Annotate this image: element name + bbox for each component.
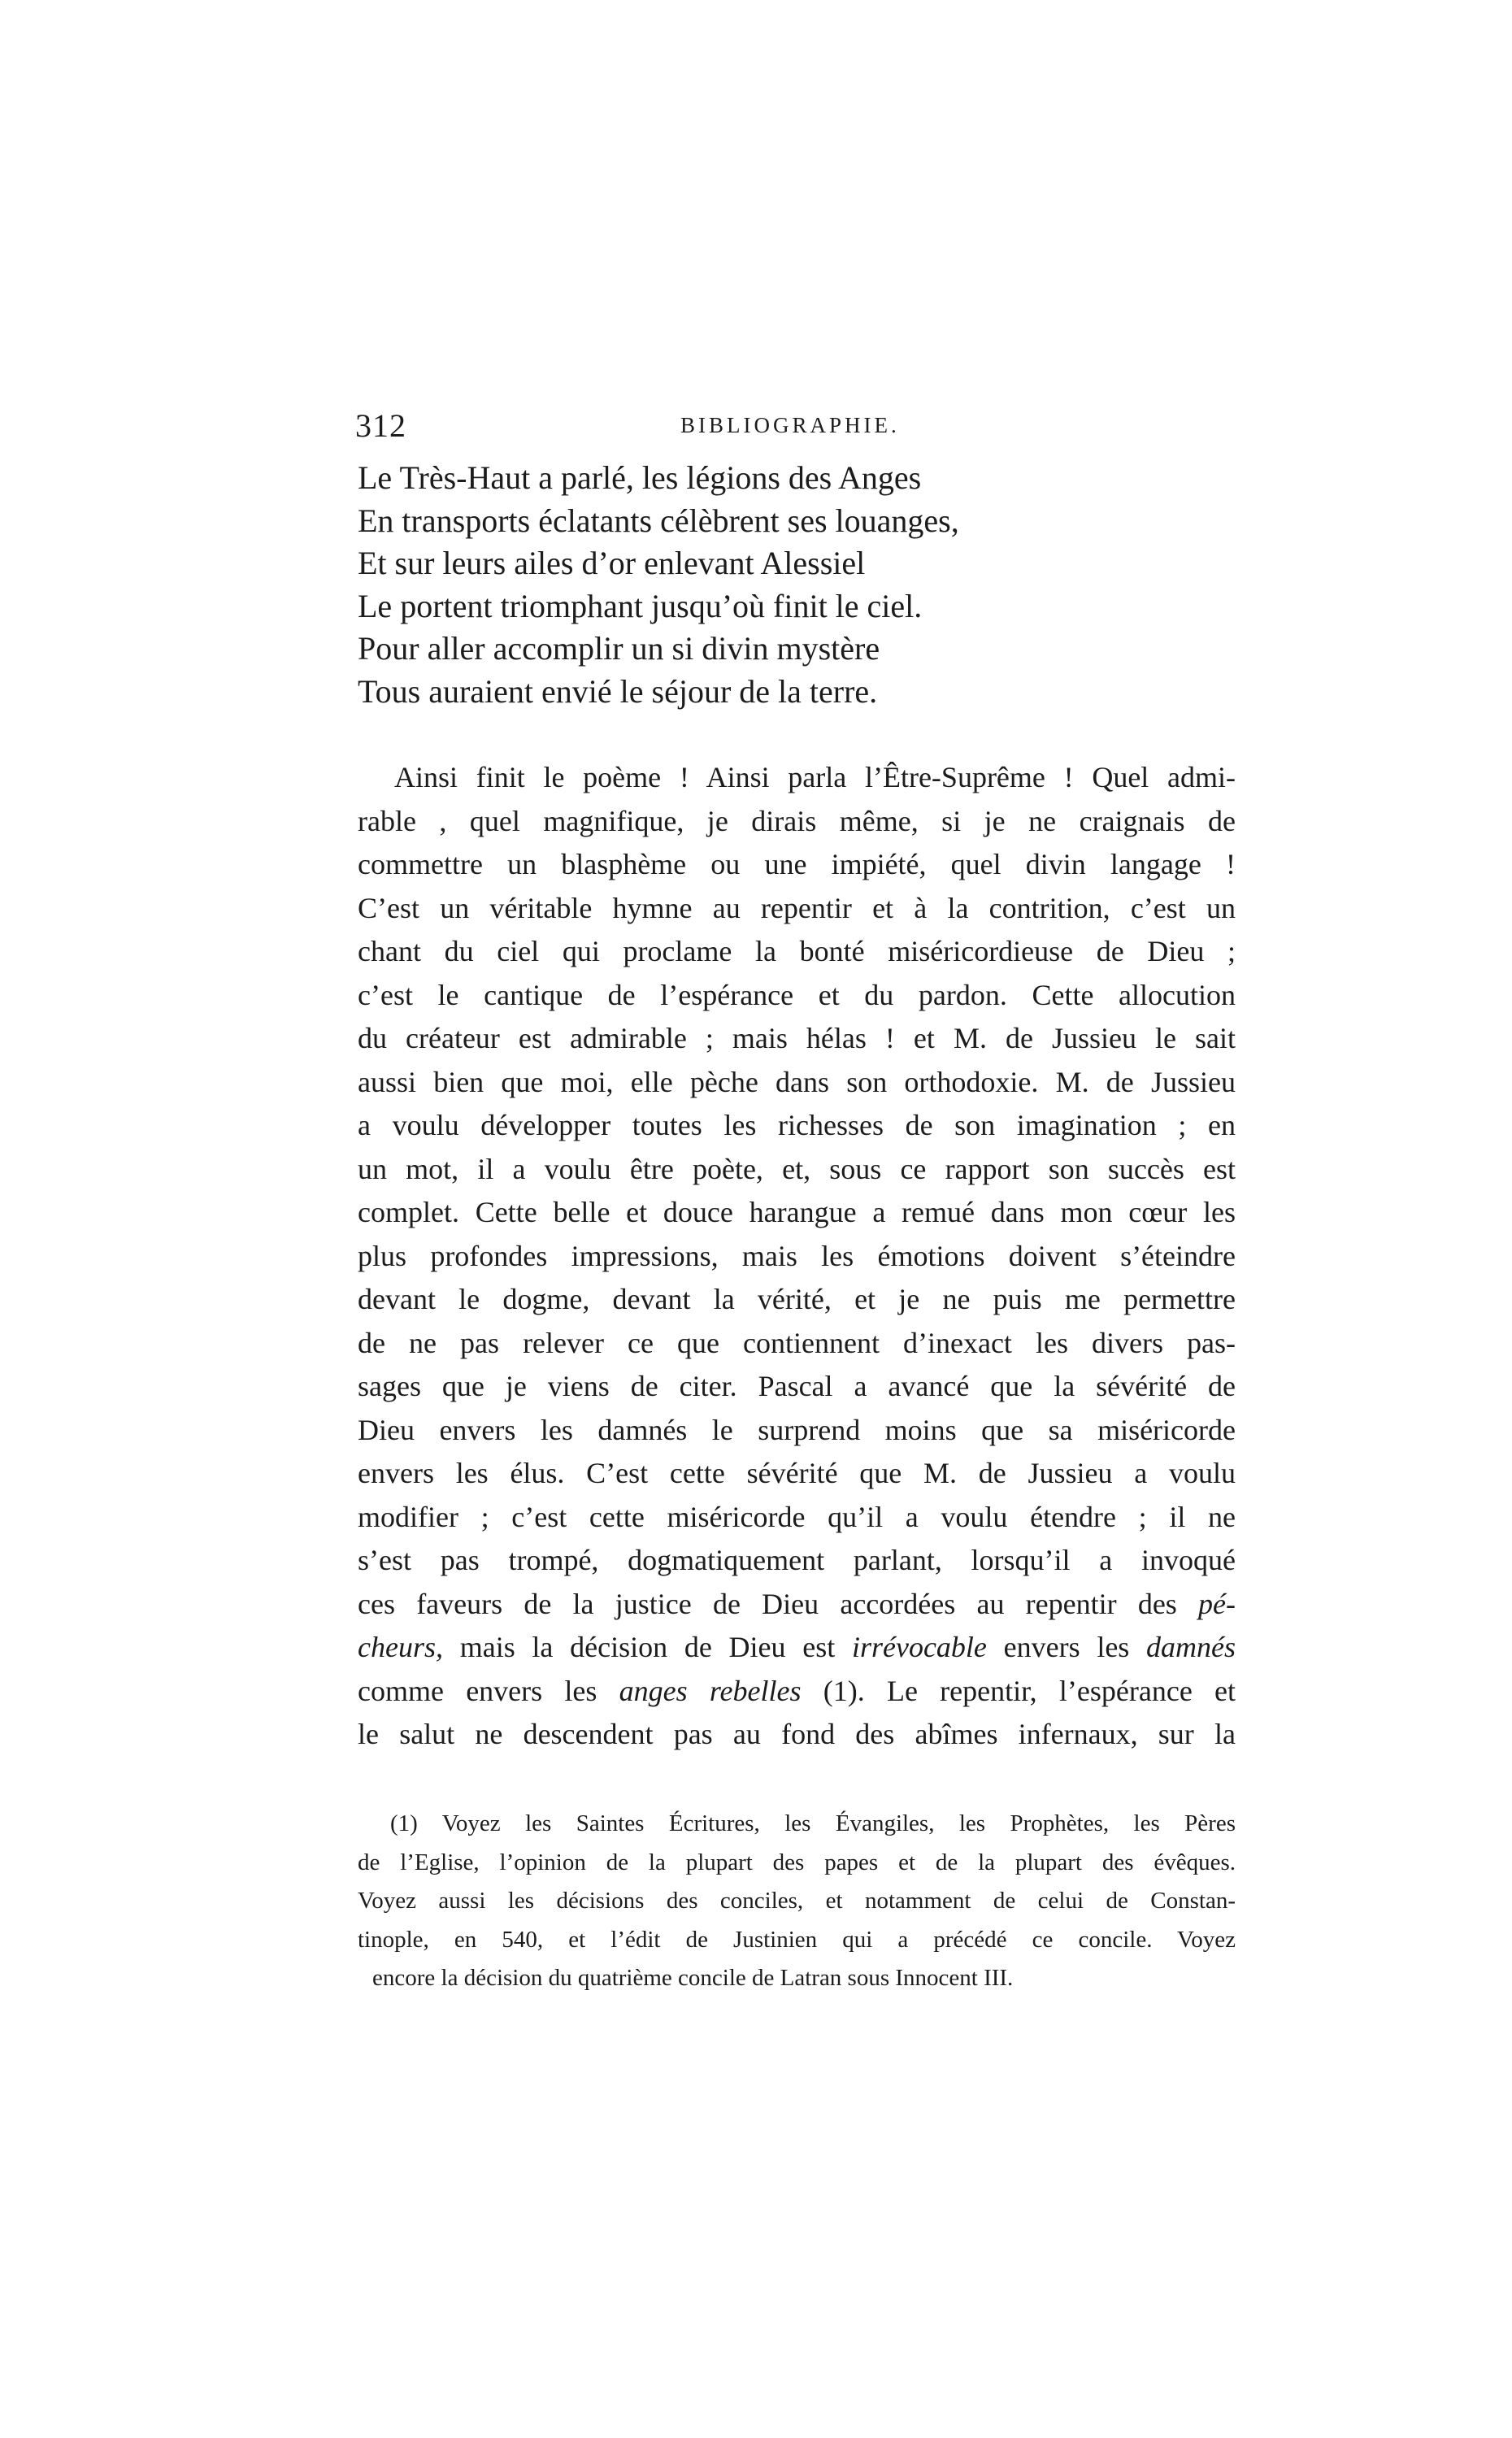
text-line: Dieu envers les damnés le surprend moins que sa miséricorde: [358, 1413, 1236, 1446]
text-line: un mot, il a voulu être poète, et, sous ce rapport son succès est: [358, 1152, 1236, 1185]
body-paragraph: [358, 756, 1236, 1757]
italic-span: cheurs,: [358, 1631, 443, 1663]
text-line: commettre un blasphème ou une impiété, quel divin langage !: [358, 848, 1236, 880]
text-line-mixed: [358, 1670, 1236, 1714]
text-span: (1). Le repentir, l’espérance et: [823, 1674, 1236, 1707]
text-line: devant le dogme, devant la vérité, et je ne puis me permettre: [358, 1283, 1236, 1315]
text-span: comme envers les: [358, 1674, 597, 1707]
verse-line: En transports éclatants célèbrent ses louanges,: [358, 502, 959, 539]
text-line: chant du ciel qui proclame la bonté miséricordieuse de Dieu ;: [358, 935, 1236, 967]
italic-span: irrévocable: [851, 1631, 987, 1663]
text-line: Ainsi finit le poème ! Ainsi parla l’Être-Suprême ! Quel admi-: [394, 761, 1236, 793]
text-line-mixed: [358, 1583, 1236, 1627]
text-line: sages que je viens de citer. Pascal a avancé que la sévérité de: [358, 1370, 1236, 1402]
text-line-mixed: [358, 1626, 1236, 1670]
footnote-line: encore la décision du quatrième concile de Latran sous Innocent III.: [372, 1965, 1014, 1991]
footnote-line: (1) Voyez les Saintes Écritures, les Évangiles, les Prophètes, les Pères: [390, 1810, 1236, 1836]
italic-span: anges rebelles: [619, 1674, 802, 1707]
footnote-line: de l’Eglise, l’opinion de la plupart des papes et de la plupart des évêques.: [358, 1849, 1236, 1875]
footnote: [358, 1805, 1236, 1998]
text-line: le salut ne descendent pas au fond des abîmes infernaux, sur la: [358, 1718, 1236, 1750]
page-number: 312: [355, 407, 406, 444]
text-span: mais la décision de Dieu est: [459, 1631, 836, 1663]
verse-line: Et sur leurs ailes d’or enlevant Alessiel: [358, 545, 866, 581]
italic-span: damnés: [1146, 1631, 1236, 1663]
text-line: plus profondes impressions, mais les émotions doivent s’éteindre: [358, 1239, 1236, 1272]
text-line: aussi bien que moi, elle pèche dans son orthodoxie. M. de Jussieu: [358, 1065, 1236, 1098]
text-span: ces faveurs de la justice de Dieu accordées au repentir des: [358, 1587, 1177, 1620]
text-line: rable , quel magnifique, je dirais même, si je ne craignais de: [358, 804, 1236, 837]
footnote-line: Voyez aussi les décisions des conciles, et notamment de celui de Constan-: [358, 1888, 1236, 1914]
text-line: C’est un véritable hymne au repentir et à la contrition, c’est un: [358, 891, 1236, 924]
text-span: envers les: [1003, 1631, 1130, 1663]
verse-block: [358, 457, 1236, 713]
text-line: c’est le cantique de l’espérance et du pardon. Cette allocution: [358, 978, 1236, 1011]
text-line: envers les élus. C’est cette sévérité que M. de Jussieu a voulu: [358, 1457, 1236, 1489]
running-head: BIBLIOGRAPHIE.: [680, 413, 900, 437]
page-header: [355, 406, 1233, 447]
verse-line: Pour aller accomplir un si divin mystère: [358, 630, 880, 667]
text-line: de ne pas relever ce que contiennent d’inexact les divers pas-: [358, 1326, 1236, 1359]
text-line: s’est pas trompé, dogmatiquement parlant, lorsqu’il a invoqué: [358, 1544, 1236, 1576]
verse-line: Le portent triomphant jusqu’où finit le ciel.: [358, 587, 923, 624]
text-line: complet. Cette belle et douce harangue a remué dans mon cœur les: [358, 1196, 1236, 1228]
text-line: a voulu développer toutes les richesses de son imagination ; en: [358, 1109, 1236, 1141]
text-line: du créateur est admirable ; mais hélas ! et M. de Jussieu le sait: [358, 1022, 1236, 1054]
italic-span: pé-: [1198, 1587, 1236, 1620]
verse-line: Tous auraient envié le séjour de la terre.: [358, 672, 878, 710]
verse-line: Le Très-Haut a parlé, les légions des Anges: [358, 459, 922, 496]
text-line: modifier ; c’est cette miséricorde qu’il a voulu étendre ; il ne: [358, 1500, 1236, 1533]
footnote-line: tinople, en 540, et l’édit de Justinien qui a précédé ce concile. Voyez: [358, 1926, 1236, 1953]
